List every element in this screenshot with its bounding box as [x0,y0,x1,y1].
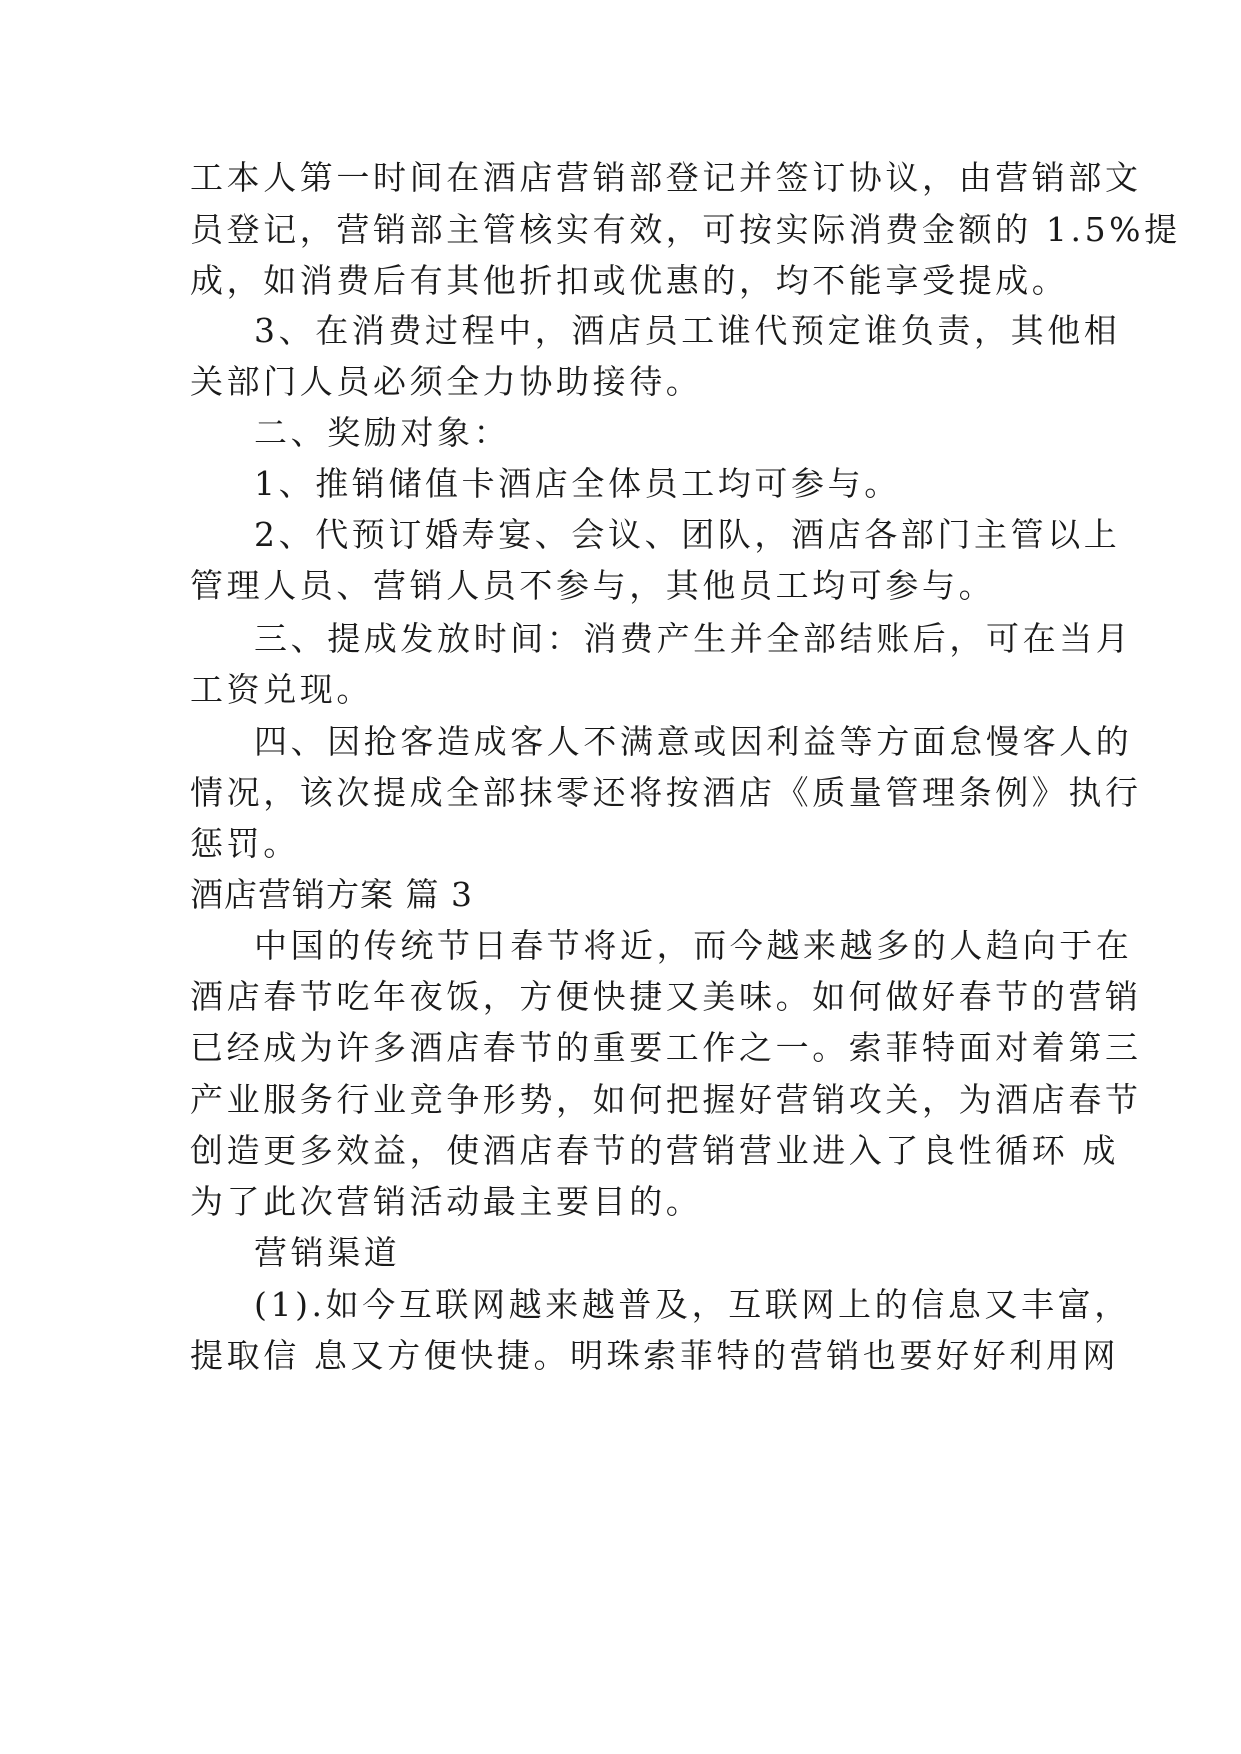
text-line: 2、代预订婚寿宴、会议、团队，酒店各部门主管以上 [254,515,1121,554]
text-line: (1).如今互联网越来越普及，互联网上的信息又丰富， [254,1285,1131,1324]
text-line: 产业服务行业竞争形势，如何把握好营销攻关，为酒店春节 [190,1080,1142,1119]
text-line: 1、推销储值卡酒店全体员工均可参与。 [254,464,901,503]
section-heading: 营销渠道 [254,1233,401,1272]
text-line: 提取信 息又方便快捷。明珠索菲特的营销也要好好利用网 [190,1336,1120,1375]
section-heading: 二、奖励对象： [254,413,511,452]
text-line: 中国的传统节日春节将近，而今越来越多的人趋向于在 [254,926,1133,965]
text-line: 管理人员、营销人员不参与，其他员工均可参与。 [190,566,996,605]
text-line: 为了此次营销活动最主要目的。 [190,1182,703,1221]
text-line: 工资兑现。 [190,670,373,709]
text-line: 酒店春节吃年夜饭，方便快捷又美味。如何做好春节的营销 [190,977,1142,1016]
text-line: 情况，该次提成全部抹零还将按酒店《质量管理条例》执行 [190,773,1142,812]
section-title: 酒店营销方案 篇 3 [190,875,473,914]
text-line: 惩罚。 [190,824,300,863]
text-line: 员登记，营销部主管核实有效，可按实际消费金额的 1.5%提 [190,210,1181,249]
text-line: 创造更多效益，使酒店春节的营销营业进入了良性循环 成 [190,1131,1120,1170]
text-line: 已经成为许多酒店春节的重要工作之一。索菲特面对着第三 [190,1028,1142,1067]
text-line: 工本人第一时间在酒店营销部登记并签订协议，由营销部文 [190,158,1142,197]
text-line: 3、在消费过程中，酒店员工谁代预定谁负责，其他相 [254,311,1121,350]
text-line: 关部门人员必须全力协助接待。 [190,362,703,401]
text-line: 成，如消费后有其他折扣或优惠的，均不能享受提成。 [190,261,1069,300]
text-line: 三、提成发放时间：消费产生并全部结账后，可在当月 [254,619,1133,658]
text-line: 四、因抢客造成客人不满意或因利益等方面怠慢客人的 [254,722,1133,761]
